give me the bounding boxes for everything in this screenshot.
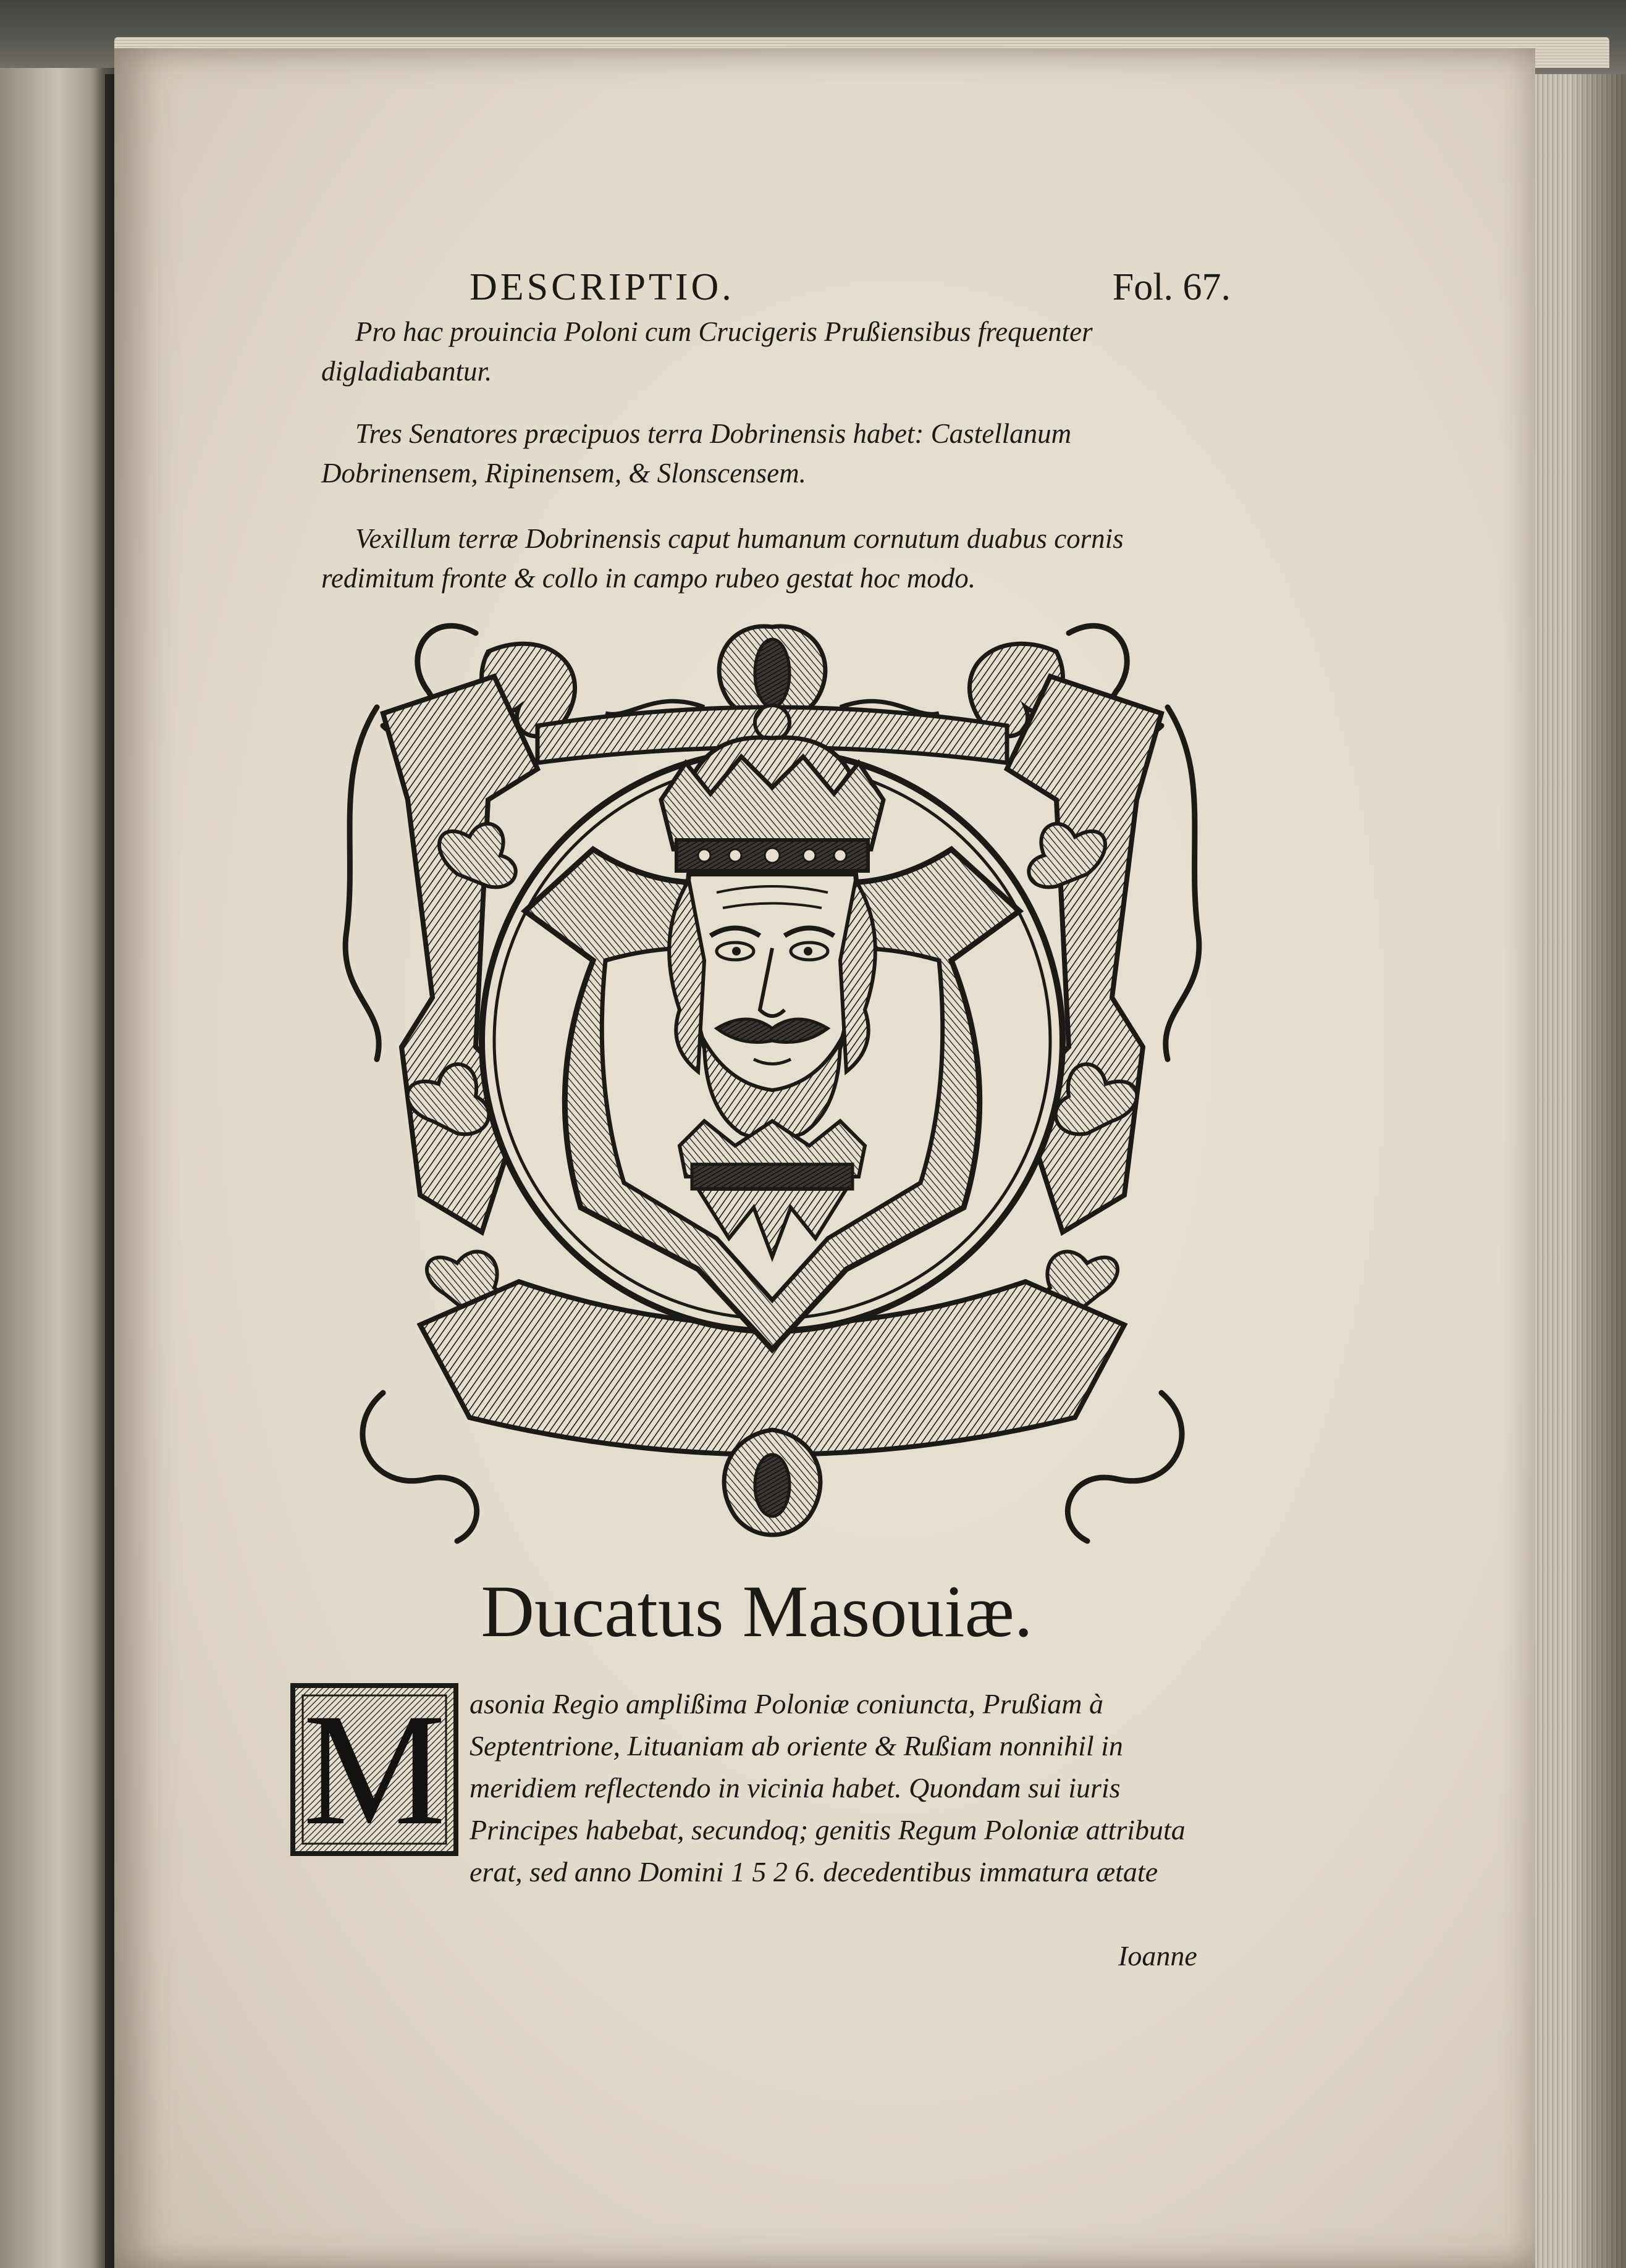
paragraph-2: Tres Senatores præcipuos terra Dobrinensis habet: Castellanum Dobrinensem, Ripinensem, & Slonscensem. bbox=[321, 418, 1072, 489]
catchword: Ioanne bbox=[1118, 1940, 1197, 1972]
gutter-shadow bbox=[93, 68, 116, 2268]
section-title: Ducatus Masouiæ. bbox=[481, 1570, 1033, 1652]
running-title: DESCRIPTIO. bbox=[470, 266, 735, 308]
dropcap-letter: M bbox=[303, 1681, 446, 1858]
running-head bbox=[470, 266, 1231, 315]
dropcap-initial bbox=[290, 1683, 458, 1856]
left-page-edge bbox=[0, 68, 105, 2268]
page-stack-shadow bbox=[1569, 74, 1626, 2268]
paragraph-1: Pro hac prouincia Poloni cum Crucigeris Prußiensibus frequenter digladiabantur. bbox=[321, 316, 1093, 387]
section-body-text: asonia Regio amplißima Poloniæ coniuncta, Prußiam à Septentrione, Lituaniam ab oriente & Rußiam nonnihil in meridiem reflectendo in vicinia habet. Quondam sui iuris Principes habebat, secundoq; genitis Regum Poloniæ attributa erat, sed anno Domini 1 5 2 6. decedentibus immatura ætate bbox=[470, 1688, 1186, 1888]
paragraph-3: Vexillum terræ Dobrinensis caput humanum cornutum duabus cornis redimitum fronte & collo in campo rubeo gestat hoc modo. bbox=[321, 523, 1124, 594]
woodcut-coat-of-arms bbox=[334, 615, 1211, 1553]
section-body bbox=[290, 1683, 1229, 1893]
folio-number: Fol. 67. bbox=[1112, 266, 1231, 308]
